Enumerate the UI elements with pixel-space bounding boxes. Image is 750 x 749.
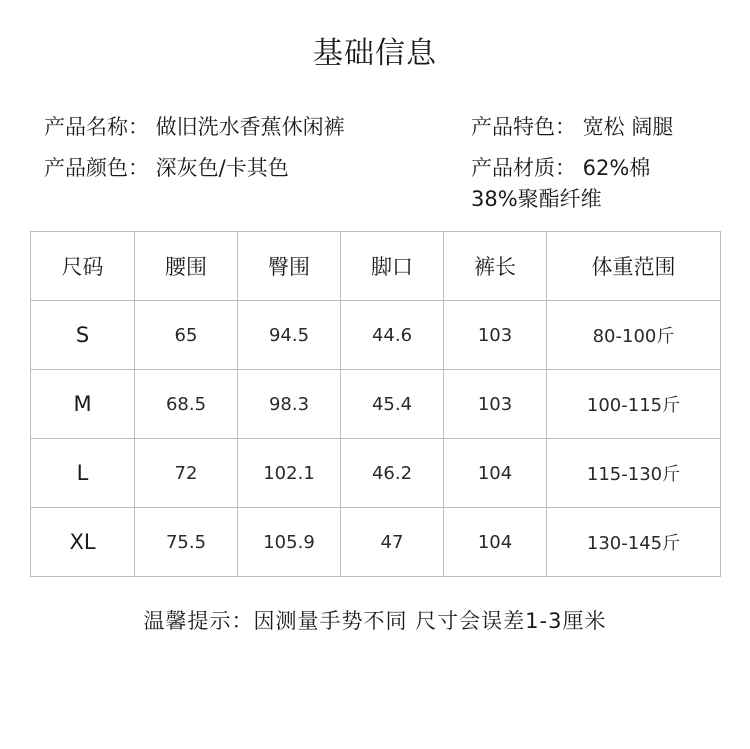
- cell-length: 103: [444, 301, 547, 370]
- header-hip: 臀围: [238, 232, 341, 301]
- cell-hip: 105.9: [238, 508, 341, 577]
- cell-weight-range: 130-145斤: [547, 508, 721, 577]
- header-hem: 脚口: [341, 232, 444, 301]
- cell-waist: 68.5: [135, 370, 238, 439]
- table-row: [31, 370, 721, 439]
- table-row: [31, 301, 721, 370]
- table-header-row: [31, 232, 721, 301]
- header-size: 尺码: [31, 232, 135, 301]
- product-name: 产品名称： 做旧洗水香蕉休闲裤: [44, 115, 345, 139]
- cell-waist: 72: [135, 439, 238, 508]
- cell-size: S: [31, 301, 135, 370]
- product-material: 产品材质： 62%棉: [471, 156, 651, 180]
- header-length: 裤长: [444, 232, 547, 301]
- cell-weight-range: 115-130斤: [547, 439, 721, 508]
- cell-length: 103: [444, 370, 547, 439]
- cell-weight-range: 100-115斤: [547, 370, 721, 439]
- table-row: [31, 439, 721, 508]
- cell-hip: 98.3: [238, 370, 341, 439]
- page-title: 基础信息: [313, 36, 437, 71]
- cell-weight-range: 80-100斤: [547, 301, 721, 370]
- cell-length: 104: [444, 439, 547, 508]
- cell-hem: 44.6: [341, 301, 444, 370]
- cell-waist: 75.5: [135, 508, 238, 577]
- cell-length: 104: [444, 508, 547, 577]
- header-weight-range: 体重范围: [547, 232, 721, 301]
- cell-hem: 46.2: [341, 439, 444, 508]
- product-feature: 产品特色： 宽松 阔腿: [471, 115, 674, 139]
- cell-waist: 65: [135, 301, 238, 370]
- cell-size: L: [31, 439, 135, 508]
- measurement-note: 温馨提示：因测量手势不同 尺寸会误差1-3厘米: [143, 609, 607, 633]
- product-color: 产品颜色： 深灰色/卡其色: [44, 156, 289, 180]
- header-waist: 腰围: [135, 232, 238, 301]
- cell-hem: 47: [341, 508, 444, 577]
- cell-size: M: [31, 370, 135, 439]
- table-row: [31, 508, 721, 577]
- cell-size: XL: [31, 508, 135, 577]
- cell-hip: 94.5: [238, 301, 341, 370]
- product-material-continued: 38%聚酯纤维: [471, 187, 602, 211]
- cell-hem: 45.4: [341, 370, 444, 439]
- size-table: [30, 231, 721, 577]
- cell-hip: 102.1: [238, 439, 341, 508]
